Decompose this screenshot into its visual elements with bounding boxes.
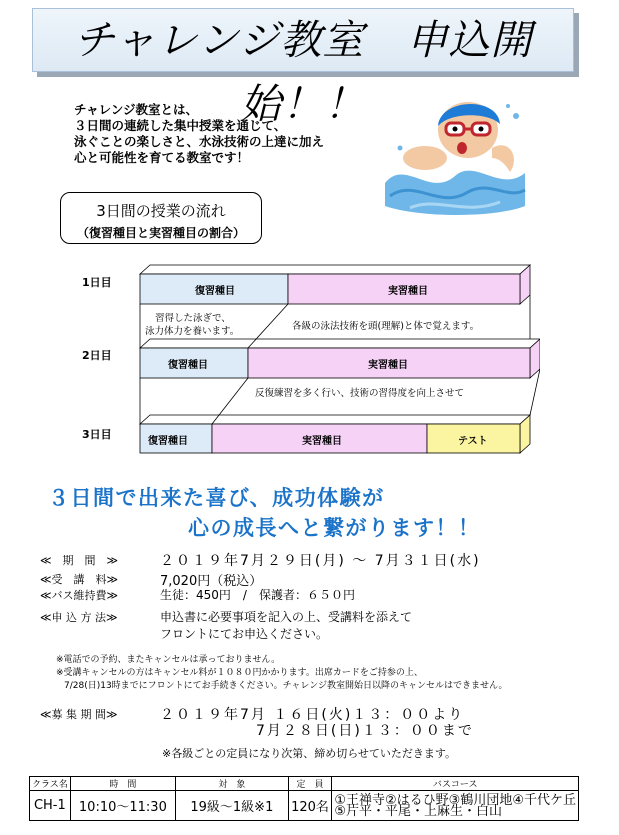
day2-label: 2日目 bbox=[82, 349, 112, 362]
note-cancel-deadline: 7/28(日)13時までにフロントにてお手続きください。チャレンジ教室開始日以降のキャンセルはできません。 bbox=[64, 681, 508, 691]
day1-note-b: 泳力体力を養います。 bbox=[145, 326, 240, 337]
apply-method-line-1: 申込書に必要事項を記入の上、受講料を添えて bbox=[160, 610, 413, 624]
schedule-table bbox=[29, 776, 579, 821]
day1-practice-label: 実習種目 bbox=[388, 286, 428, 297]
bus-course-line-2: ⑤片平・平尾・上麻生・白山 bbox=[334, 803, 503, 819]
cell-bus-course bbox=[332, 791, 579, 821]
flow-title-box bbox=[60, 192, 262, 244]
recruit-label: ≪募 集 期 間≫ bbox=[40, 708, 118, 721]
bus-course-line-1: ①王禅寺②はるひ野③鶴川団地④千代ケ丘 bbox=[334, 792, 576, 808]
note-cancel-fee: ※受講キャンセルの方はキャンセル料が１０８０円かかります。出席カードをご持参の上、 bbox=[56, 668, 423, 678]
intro-line: 心と可能性を育てる教室です！ bbox=[74, 150, 250, 165]
intro-line: ３日間の連続した集中授業を通じて、 bbox=[74, 118, 287, 133]
recruit-start: ２０１９年7月 １６日(火)１３：００より bbox=[160, 707, 465, 723]
fee-label: ≪受 講 料≫ bbox=[40, 573, 119, 586]
day3-label: 3日目 bbox=[82, 428, 112, 441]
cell-capacity: 120名 bbox=[288, 791, 332, 821]
slogan-line-2: 心の成長へと繋がります！！ bbox=[188, 516, 481, 540]
period-label: ≪ 期 間 ≫ bbox=[40, 554, 119, 567]
day1-label: 1日目 bbox=[82, 276, 112, 289]
day2-practice-label: 実習種目 bbox=[368, 360, 408, 371]
header-capacity: 定 員 bbox=[288, 777, 332, 791]
cell-class: CH-1 bbox=[30, 791, 71, 821]
apply-method-line-2: フロントにてお申込ください。 bbox=[160, 627, 329, 641]
swimmer-illustration bbox=[380, 88, 530, 218]
table-row bbox=[30, 791, 579, 821]
flow-subtitle: （復習種目と実習種目の割合） bbox=[76, 226, 245, 240]
flow-title: 3日間の授業の流れ bbox=[96, 202, 226, 220]
day2-note: 反復練習を多く行い、技術の習得度を向上させて bbox=[255, 388, 465, 399]
header-class: クラス名 bbox=[30, 777, 71, 791]
cell-time: 10:10～11:30 bbox=[70, 791, 175, 821]
day3-practice-label: 実習種目 bbox=[302, 436, 342, 447]
day2-review-label: 復習種目 bbox=[168, 360, 208, 371]
day1-review-label: 復習種目 bbox=[195, 286, 235, 297]
page-title: チャレンジ教室 申込開始！！ bbox=[73, 16, 533, 128]
intro-line: 泳ぐことの楽しさと、水泳技術の上達に加え bbox=[74, 134, 325, 149]
apply-method-label: ≪申 込 方 法≫ bbox=[40, 611, 118, 624]
header-bus-course: バスコース bbox=[332, 777, 579, 791]
fee-value: 7,020円（税込） bbox=[160, 574, 263, 589]
header-target: 対 象 bbox=[176, 777, 289, 791]
day1-note-c: 各級の泳法技術を頭(理解)と体で覚えます。 bbox=[292, 321, 480, 332]
bus-fee-value: 生徒：450円 / 保護者：６５０円 bbox=[160, 588, 355, 602]
table-header-row bbox=[30, 777, 579, 791]
day1-note-a: 習得した泳ぎで、 bbox=[155, 313, 231, 324]
period-value: ２０１９年7月２９日(月) ～ 7月３１日(水) bbox=[160, 553, 481, 569]
slogan-line-1: ３日間で出来た喜び、成功体験が bbox=[48, 486, 385, 510]
capacity-note: ※各級ごとの定員になり次第、締め切らせていただきます。 bbox=[162, 747, 457, 760]
intro-text bbox=[74, 102, 394, 166]
day3-review-label: 復習種目 bbox=[148, 436, 188, 447]
intro-line: チャレンジ教室とは、 bbox=[74, 102, 199, 117]
day3-test-label: テスト bbox=[458, 436, 488, 447]
recruit-end: 7月２８日(日)１３：００まで bbox=[256, 723, 474, 739]
cell-target: 19級～1級※1 bbox=[176, 791, 289, 821]
bus-fee-label: ≪バス維持費≫ bbox=[40, 589, 119, 602]
header-time: 時 間 bbox=[70, 777, 175, 791]
note-phone: ※電話での予約、またキャンセルは承っておりません。 bbox=[56, 655, 281, 665]
